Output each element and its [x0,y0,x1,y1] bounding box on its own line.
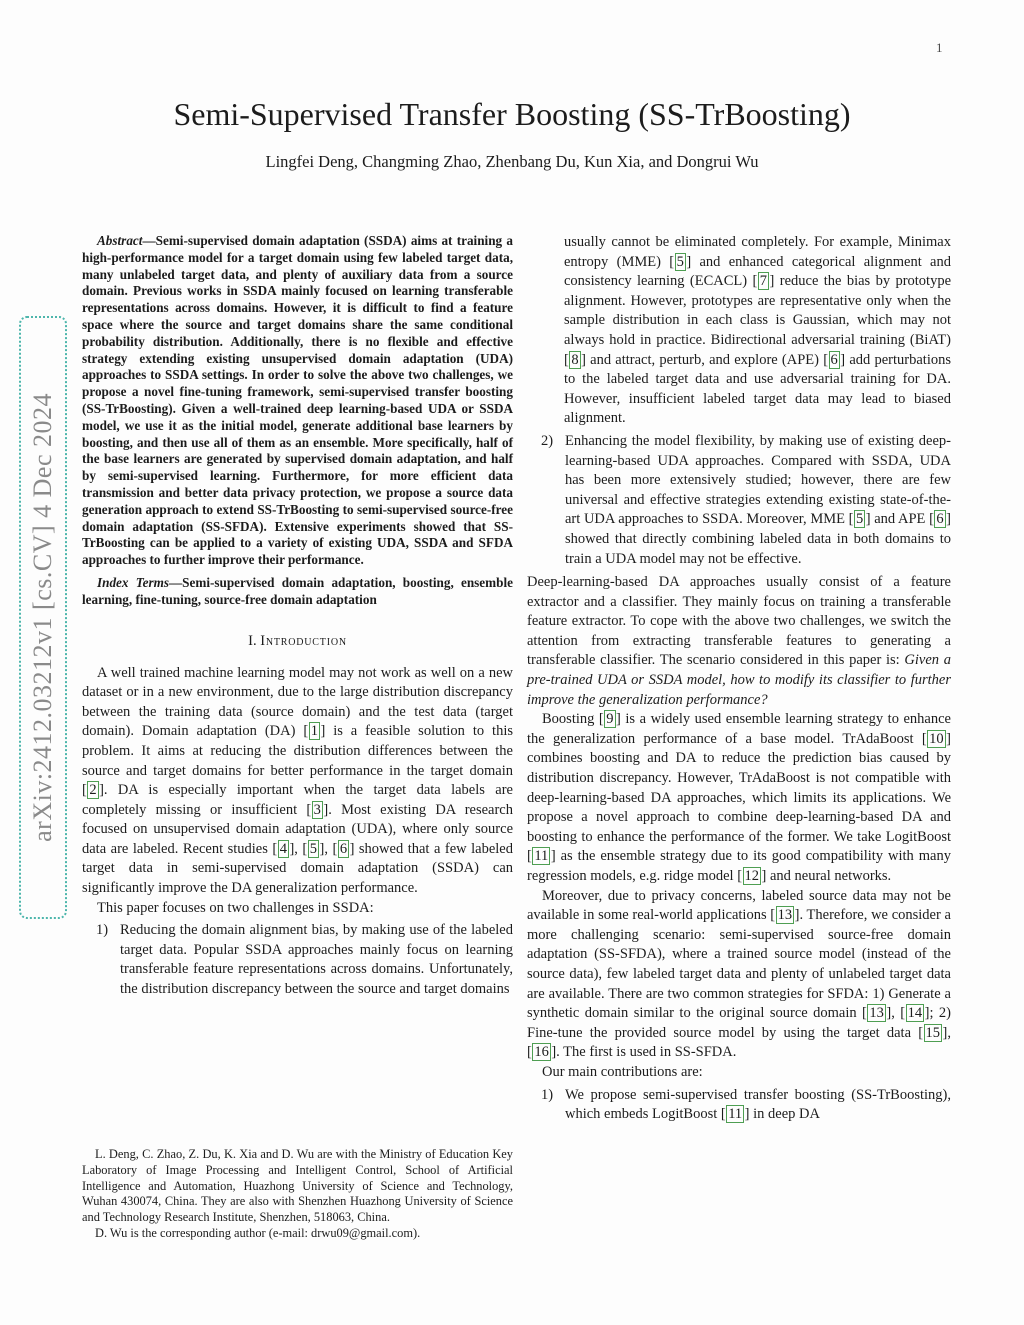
paper-title: Semi-Supervised Transfer Boosting (SS-TrBoosting) [173,96,851,132]
citation-link[interactable]: 2 [89,782,97,799]
index-terms-paragraph [82,575,513,609]
citation-link[interactable]: 11 [728,1106,743,1123]
citation-link[interactable]: 14 [907,1005,923,1022]
citation-link[interactable]: 6 [936,511,944,528]
intro-paragraph-1: A well trained machine learning model may not work as well on a new dataset or in a new environment, due to the large distribution discrepancy between the training data (source domain) and the test data (target domain). Domain adaptation (DA) [ 1 ] is a feasible solution to this problem. It aims at reducing the distribution differences between the source and target domains for better performance in the target domain [ 2 ]. DA is especially important when the target data labels are completely missing or insufficient [ 3 ]. Most existing DA research focused on unsupervised domain adaptation (UDA), where only source data are labeled. Recent studies [ 4 ], [ 5 ], [ 6 ] showed that a few labeled target data in semi-supervised domain adaptation (SSDA) can significantly improve the DA generalization performance. [82,664,514,897]
intro-paragraph-2: This paper focuses on two challenges in SSDA: [97,899,374,916]
citation-link[interactable]: 16 [534,1044,549,1061]
left-column [82,233,513,1000]
paragraph-boosting: Boosting [ 9 ] is a widely used ensemble learning strategy to enhance the generalization performance of a base model. TrAdaBoost [ 10 ] combines boosting and DA to reduce the prediction bias caused by distribution discrepancy. However, TrAdaBoost is not compatible with deep-learning-based DA approaches, which limits its applications. We propose a novel approach to combine deep-learning-based DA and boosting to enhance the performance of the former. We take LogitBoost [ 11 ] as the ensemble strategy due to its good compatibility with many regression models, e.g. ridge model [ 12 ] and neural networks. [527,711,951,884]
paragraph-deep-learning-da: Deep-learning-based DA approaches usually consist of a feature extractor and a classifier. They mainly focus on training a transferable feature extractor. To cope with the above two challenges, we switch the attention from extracting transferable features to generating a transferable classifier. The scenario considered in this paper is: Given a pre-trained UDA or SSDA model, how to modify its classifier to further improve the generalization performance? [527,574,951,708]
page-number: 1 [936,40,943,55]
challenge-list-item-2 [527,432,951,569]
section-heading-introduction [82,633,513,650]
citation-link[interactable]: 9 [606,711,614,728]
challenge-2-text: Enhancing the model flexibility, by making use of existing deep-learning-based UDA approaches. Compared with SSDA, UDA has been more extensively studied; however, there are few universal and effective strategies extending existing state-of-the-art UDA approaches to SSDA. Moreover, MME [ 5 ] and APE [ 6 ] showed that directly combining labeled data in both domains to train a UDA model may not be effective. [565,432,951,567]
citation-link[interactable]: 13 [777,907,793,924]
list-number: 1) [96,922,109,939]
abstract-lead-in: Abstract [97,233,143,248]
citation-link[interactable]: 8 [571,351,579,368]
paragraph-contributions: Our main contributions are: [542,1063,703,1080]
citation-link[interactable]: 15 [925,1024,941,1041]
citation-link[interactable]: 3 [313,801,321,818]
citation-link[interactable]: 5 [855,511,864,528]
citation-link[interactable]: 6 [830,351,838,368]
challenge-1-text: Reducing the domain alignment bias, by making use of the labeled target data. Popular SSDA approaches mainly focus on learning transferable feature representations across domains. Unfortunately, the distribution discrepancy between the source and target domains [120,922,513,998]
section-number: I. [248,632,257,649]
footnote-block [82,1147,513,1242]
index-terms-lead-in: Index Terms [97,574,169,590]
citation-link[interactable]: 6 [339,840,348,857]
footnote-corresponding-author: D. Wu is the corresponding author (e-mail: drwu09@gmail.com). [95,1225,421,1240]
contribution-1-text: We propose semi-supervised transfer boosting (SS-TrBoosting), which embeds LogitBoost [ 11 ] in deep DA [565,1086,951,1123]
citation-link[interactable]: 13 [869,1005,884,1022]
abstract-paragraph [82,233,513,569]
list-number: 1) [541,1086,554,1103]
index-terms-text: Semi-supervised domain adaptation, boosting, ensemble learning, fine-tuning, source-free domain adaptation [82,574,513,607]
paper-authors: Lingfei Deng, Changming Zhao, Zhenbang Du, Kun Xia, and Dongrui Wu [265,152,759,171]
citation-link[interactable]: 1 [310,723,318,740]
challenge-list-item-1 [82,921,513,999]
citation-link[interactable]: 5 [676,253,684,270]
section-title: Introduction [260,632,347,649]
right-column [527,233,951,1125]
citation-link[interactable]: 7 [759,273,768,290]
footnote-affiliation: L. Deng, C. Zhao, Z. Du, K. Xia and D. Wu are with the Ministry of Education Key Laboratory of Image Processing and Intelligent Control, School of Artificial Intelligence and Automation, Huazhong University of Science and Technology, Wuhan 430074, China. They are also with Shenzhen Huazhong University of Science and Technology Research Institute, Shenzhen, 518063, China. [82,1147,513,1225]
arxiv-identifier-label: arXiv:2412.03212v1 [cs.CV] 4 Dec 2024 [28,393,57,842]
contribution-list-item-1 [527,1086,951,1125]
citation-link[interactable]: 10 [929,730,944,747]
challenge-1-continuation: usually cannot be eliminated completely. For example, Minimax entropy (MME) [ 5 ] and enhanced categorical alignment and consistency learning (ECACL) [ 7 ] reduce the bias by prototype alignment. However, prototypes are representative only when the sample distribution in each class is Gaussian, which may not always hold in practice. Bidirectional adversarial training (BiAT) [ 8 ] and attract, perturb, and explore (APE) [ 6 ] add perturbations to the labeled target data and use adversarial training for DA. However, insufficient labeled target data may lead to biased alignment. [564,234,952,427]
index-terms-dash: — [168,574,183,590]
citation-link[interactable]: 11 [534,848,549,865]
citation-link[interactable]: 4 [279,840,287,857]
arxiv-stamp [19,316,67,919]
abstract-dash: — [142,233,156,248]
citation-link[interactable]: 5 [309,840,318,857]
abstract-text: Semi-supervised domain adaptation (SSDA) aims at training a high-performance model for a target domain using few labeled target data, many unlabeled target data, and plenty of auxiliary data from a source domain. Previous works in SSDA mainly focused on learning transferable representations across domains. However, it is difficult to find a feature space where the source and target domains share the same conditional probability distribution. Additionally, there is no flexible and effective strategy extending existing unsupervised domain adaptation (UDA) approaches to SSDA settings. In order to solve the above two challenges, we propose a novel fine-tuning framework, semi-supervised transfer boosting (SS-TrBoosting). Given a well-trained deep learning-based UDA or SSDA model, we use it as the initial model, generate additional base learners by boosting, and then use all of them as an ensemble. More specifically, half of the base learners are generated by supervised domain adaptation, and half by semi-supervised learning. Furthermore, for more efficient data transmission and better data privacy protection, we propose a source data generation approach to extend SS-TrBoosting to semi-supervised source-free domain adaptation (SS-SFDA). Extensive experiments showed that SS-TrBoosting can be applied to a variety of existing UDA, SSDA and SFDA approaches to further improve their performance. [82,233,513,568]
list-number: 2) [541,432,554,449]
paragraph-privacy-sfda: Moreover, due to privacy concerns, labeled source data may not be available in some real-world applications [ 13 ]. Therefore, we consider a more challenging scenario: semi-supervised source-free domain adaptation (SS-SFDA), where a trained source model (instead of the source data), few labeled target data and plenty of unlabeled target data are available. There are two common strategies for SFDA: 1) Generate a synthetic domain similar to the original source domain [ 13 ], [ 14 ]; 2) Fine-tune the provided source model by using the target data [ 15 ], [ 16 ]. The first is used in SS-SFDA. [527,887,951,1061]
citation-link[interactable]: 12 [744,868,760,884]
